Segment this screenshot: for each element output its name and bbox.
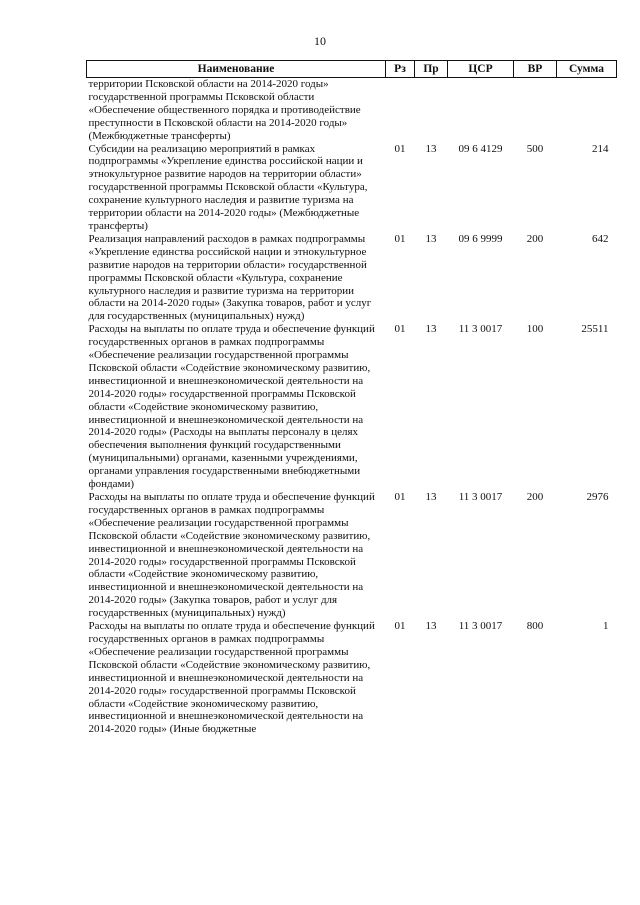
cell-csr: 09 6 4129	[458, 142, 503, 155]
cell-vr: 500	[526, 142, 544, 155]
cell-vr: 200	[526, 232, 544, 245]
budget-table	[86, 60, 617, 736]
cell-csr: 11 3 0017	[458, 620, 503, 633]
cell-pr: 13	[425, 620, 437, 633]
cell-name: Расходы на выплаты по оплате труда и обеспечение функций государственных органов в рамках подпрограммы «Обеспечение реализации государственной программы Псковской области «Содействие экономическому развитию, инвестиционной и внешнеэкономической деятельности на 2014-2020 годы» государственной программы Псковской области «Содействие экономическому развитию, инвестиционной и внешнеэкономической деятельности на 2014-2020 годы» (Закупка товаров, работ и услуг для государственных (муниципальных) нужд)	[88, 491, 375, 620]
cell-vr: 100	[526, 323, 544, 336]
cell-csr: 11 3 0017	[458, 323, 503, 336]
column-header-sum: Сумма	[557, 61, 617, 78]
cell-name: Расходы на выплаты по оплате труда и обеспечение функций государственных органов в рамках подпрограммы «Обеспечение реализации государственной программы Псковской области «Содействие экономическому развитию, инвестиционной и внешнеэкономической деятельности на 2014-2020 годы» государственной программы Псковской области «Содействие экономическому развитию, инвестиционной и внешнеэкономической деятельности на 2014-2020 годы» (Иные бюджетные	[88, 620, 375, 736]
table-row	[87, 491, 617, 620]
cell-pr: 13	[425, 232, 437, 245]
cell-rz	[386, 78, 415, 143]
cell-rz: 01	[394, 491, 406, 503]
column-header-name: Наименование	[87, 61, 386, 78]
cell-rz: 01	[394, 232, 406, 245]
table-row	[87, 620, 617, 736]
cell-name: территории Псковской области на 2014-2020 годы» государственной программы Псковской области «Обеспечение общественного порядка и противодействие преступности в Псковской области на 2014-2020 годы» (Межбюджетные трансферты)	[88, 78, 361, 142]
cell-sum: 214	[592, 142, 609, 155]
table-header-row	[87, 61, 617, 78]
cell-vr	[514, 78, 557, 143]
cell-vr: 200	[526, 491, 544, 503]
cell-csr	[448, 78, 514, 143]
cell-name: Реализация направлений расходов в рамках подпрограммы «Укрепление единства российской нации и этнокультурное развитие народов на территории области» государственной программы Псковской области «Культура, сохранение культурного наследия и развитие туризма на территории области на 2014-2020 годы» (Закупка товаров, работ и услуг для государственных (муниципальных) нужд)	[88, 232, 372, 323]
cell-sum	[557, 78, 617, 143]
cell-csr: 11 3 0017	[458, 491, 503, 503]
cell-pr: 13	[425, 142, 437, 155]
cell-sum: 25511	[581, 323, 609, 336]
cell-pr: 13	[425, 323, 437, 336]
column-header-csr: ЦСР	[448, 61, 514, 78]
cell-pr	[415, 78, 448, 143]
cell-name: Расходы на выплаты по оплате труда и обеспечение функций государственных органов в рамках подпрограммы «Обеспечение реализации государственной программы Псковской области «Содействие экономическому развитию, инвестиционной и внешнеэкономической деятельности на 2014-2020 годы» государственной программы Псковской области «Содействие экономическому развитию, инвестиционной и внешнеэкономической деятельности на 2014-2020 годы» (Расходы на выплаты персоналу в целях обеспечения выполнения функций государственными (муниципальными) органами, казенными учреждениями, органами управления государственными внебюджетными фондами)	[88, 323, 375, 491]
cell-pr: 13	[425, 491, 437, 503]
table-row	[87, 143, 617, 233]
column-header-vr: ВР	[514, 61, 557, 78]
cell-vr: 800	[526, 620, 544, 633]
page-number: 10	[314, 34, 326, 48]
cell-rz: 01	[394, 323, 406, 336]
table-row	[87, 78, 617, 143]
cell-rz: 01	[394, 142, 406, 155]
cell-sum: 1	[603, 620, 609, 633]
table-row	[87, 233, 617, 323]
column-header-rz: Рз	[386, 61, 415, 78]
cell-csr: 09 6 9999	[458, 232, 503, 245]
cell-sum: 642	[592, 232, 609, 245]
column-header-pr: Пр	[415, 61, 448, 78]
table-row	[87, 323, 617, 491]
cell-sum: 2976	[586, 491, 609, 503]
cell-name: Субсидии на реализацию мероприятий в рамках подпрограммы «Укрепление единства российской нации и этнокультурное развитие народов на территории области» государственной программы Псковской области «Культура, сохранение культурного наследия и развитие туризма на территории области на 2014-2020 годы» (Межбюджетные трансферты)	[88, 142, 368, 232]
cell-rz: 01	[394, 620, 406, 633]
